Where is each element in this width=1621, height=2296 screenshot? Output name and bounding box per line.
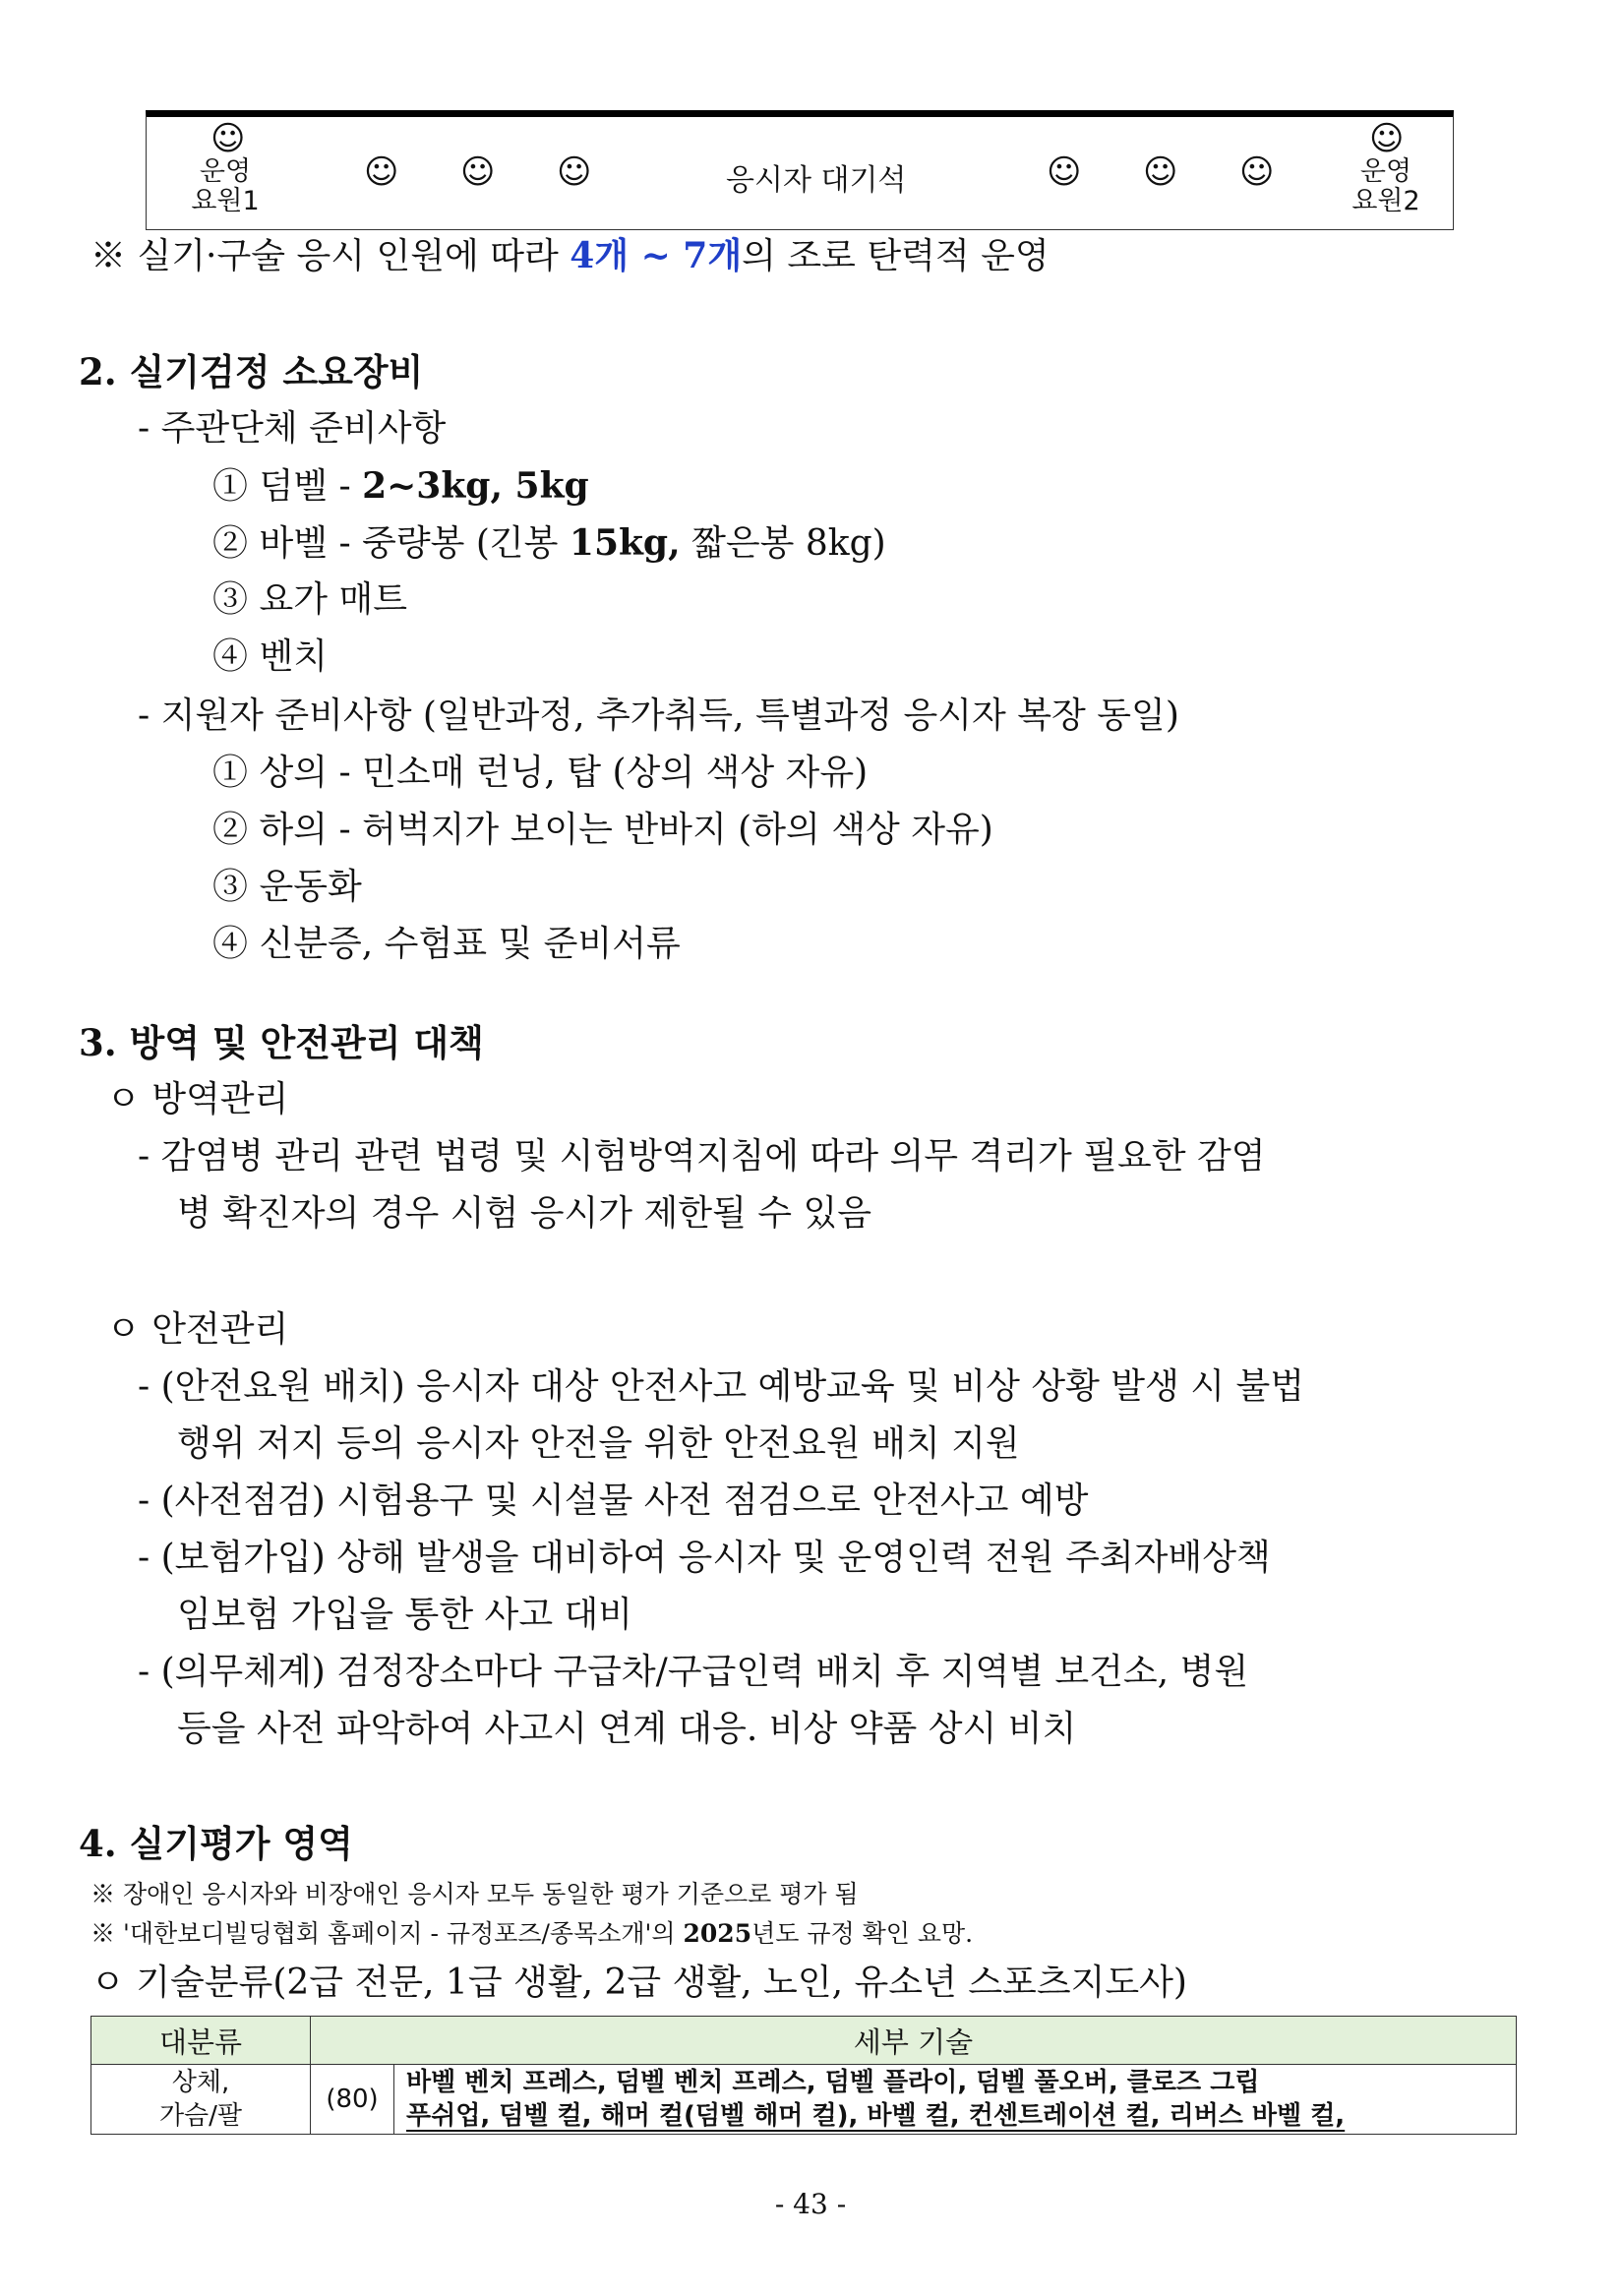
staff1-line1: 운영 xyxy=(199,156,252,187)
item-number: ③ xyxy=(212,867,249,907)
item-number: ① xyxy=(212,466,249,507)
item-text: 신분증, 수험표 및 준비서류 xyxy=(259,924,681,964)
category-line1: 상체, xyxy=(171,2068,230,2097)
note2-year: 2025 xyxy=(683,1919,752,1948)
smiley-icon: ☺ xyxy=(460,152,496,192)
organizer-item xyxy=(212,578,407,622)
section2-title: 2. 실기검정 소요장비 xyxy=(79,350,424,393)
item-number: ② xyxy=(212,810,249,850)
group-range: 4개 ~ 7개 xyxy=(570,235,743,276)
note-text-after: 의 조로 탄력적 운영 xyxy=(742,236,1050,276)
item-number: ④ xyxy=(212,924,249,964)
row-count: (80) xyxy=(311,2065,394,2135)
safety-item-line1: - (안전요원 배치) 응시자 대상 안전사고 예방교육 및 비상 상황 발생 시 불법 xyxy=(138,1366,1305,1407)
skill-classification: ㅇ 기술분류(2급 전문, 1급 생활, 2급 생활, 노인, 유소년 스포츠지도사) xyxy=(90,1963,1187,2003)
item-number: ④ xyxy=(212,636,249,677)
safety-item-line2: 임보험 가입을 통한 사고 대비 xyxy=(177,1595,633,1635)
note-text-before: 실기·구술 응시 인원에 따라 xyxy=(126,236,570,276)
organizer-item xyxy=(212,521,886,566)
safety-item-line1: - (의무체계) 검정장소마다 구급차/구급인력 배치 후 지역별 보건소, 병원 xyxy=(138,1652,1249,1692)
table-header-row xyxy=(91,2017,1517,2065)
category-line2: 가슴/팔 xyxy=(158,2101,243,2131)
header-detail: 세부 기술 xyxy=(311,2017,1517,2065)
item-number: ② xyxy=(212,523,249,564)
detail-line2: 푸쉬업, 덤벨 컬, 해머 컬(덤벨 해머 컬), 바벨 컬, 컨센트레이션 컬, 리버스 바벨 컬, xyxy=(406,2101,1346,2131)
item-number: ① xyxy=(212,753,249,793)
safety-header: ㅇ 안전관리 xyxy=(106,1309,289,1350)
item-text: 하의 - 허벅지가 보이는 반바지 (하의 색상 자유) xyxy=(259,810,993,850)
staff2-line2: 요원2 xyxy=(1351,186,1420,216)
quarantine-line1: - 감염병 관리 관련 법령 및 시험방역지침에 따라 의무 격리가 필요한 감염 xyxy=(138,1136,1266,1177)
note2-before: ※ '대한보디빌딩협회 홈페이지 - 규정포즈/종목소개'의 xyxy=(90,1919,684,1948)
quarantine-line2: 병 확진자의 경우 시험 응시가 제한될 수 있음 xyxy=(177,1193,872,1234)
organizer-item xyxy=(212,635,328,679)
smiley-icon: ☺ xyxy=(557,152,592,192)
staff1-line2: 요원1 xyxy=(191,186,260,216)
item-text: 요가 매트 xyxy=(259,579,408,620)
row-category xyxy=(91,2065,311,2135)
safety-item-line1: - (사전점검) 시험용구 및 시설물 사전 점검으로 안전사고 예방 xyxy=(138,1480,1089,1521)
item-text: 벤치 xyxy=(259,636,329,677)
detail-line1: 바벨 벤치 프레스, 덤벨 벤치 프레스, 덤벨 플라이, 덤벨 풀오버, 클로즈 그립 xyxy=(406,2068,1260,2097)
staff2-label xyxy=(1332,157,1440,216)
smiley-icon: ☺ xyxy=(1047,152,1082,192)
item-text: 바벨 - 중량봉 (긴봉 xyxy=(259,523,570,564)
item-bold: 15kg, xyxy=(569,522,681,564)
note-mark: ※ xyxy=(90,236,127,276)
header-category: 대분류 xyxy=(91,2017,311,2065)
page-number: - 43 - xyxy=(774,2188,847,2220)
quarantine-header: ㅇ 방역관리 xyxy=(106,1079,289,1119)
section4-title: 4. 실기평가 영역 xyxy=(79,1822,353,1865)
safety-item-line2: 등을 사전 파악하여 사고시 연계 대응. 비상 약품 상시 비치 xyxy=(177,1709,1077,1749)
section3-title: 3. 방역 및 안전관리 대책 xyxy=(79,1021,484,1064)
smiley-icon: ☺ xyxy=(1239,152,1275,192)
table-row xyxy=(91,2065,1517,2135)
item-text: 상의 - 민소매 런닝, 탑 (상의 색상 자유) xyxy=(259,753,869,793)
skill-table xyxy=(90,2016,1517,2135)
row-detail xyxy=(394,2065,1517,2135)
item-tail: 짧은봉 8kg) xyxy=(680,523,886,564)
safety-item-line2: 행위 저지 등의 응시자 안전을 위한 안전요원 배치 지원 xyxy=(177,1423,1020,1464)
smiley-icon: ☺ xyxy=(1369,119,1405,158)
item-number: ③ xyxy=(212,579,249,620)
waiting-area-label: 응시자 대기석 xyxy=(726,163,907,198)
organizer-header: - 주관단체 준비사항 xyxy=(138,408,447,449)
staff1-label xyxy=(171,157,279,216)
smiley-icon: ☺ xyxy=(364,152,399,192)
organizer-item xyxy=(212,464,589,509)
staff2-line1: 운영 xyxy=(1359,156,1412,187)
groups-note xyxy=(90,234,1050,278)
applicant-header: - 지원자 준비사항 (일반과정, 추가취득, 특별과정 응시자 복장 동일) xyxy=(138,695,1179,736)
applicant-item xyxy=(212,809,993,852)
evaluation-note2 xyxy=(90,1918,973,1950)
note2-after: 년도 규정 확인 요망. xyxy=(751,1919,974,1948)
applicant-item xyxy=(212,923,681,966)
item-bold: 2~3kg, 5kg xyxy=(362,465,589,507)
item-text: 운동화 xyxy=(259,867,362,907)
smiley-icon: ☺ xyxy=(1143,152,1178,192)
item-text: 덤벨 - xyxy=(259,466,363,507)
evaluation-note1: ※ 장애인 응시자와 비장애인 응시자 모두 동일한 평가 기준으로 평가 됨 xyxy=(90,1880,859,1908)
applicant-item xyxy=(212,866,362,909)
smiley-icon: ☺ xyxy=(210,119,246,158)
safety-item-line1: - (보험가입) 상해 발생을 대비하여 응시자 및 운영인력 전원 주최자배상책 xyxy=(138,1538,1271,1578)
applicant-item xyxy=(212,752,868,795)
